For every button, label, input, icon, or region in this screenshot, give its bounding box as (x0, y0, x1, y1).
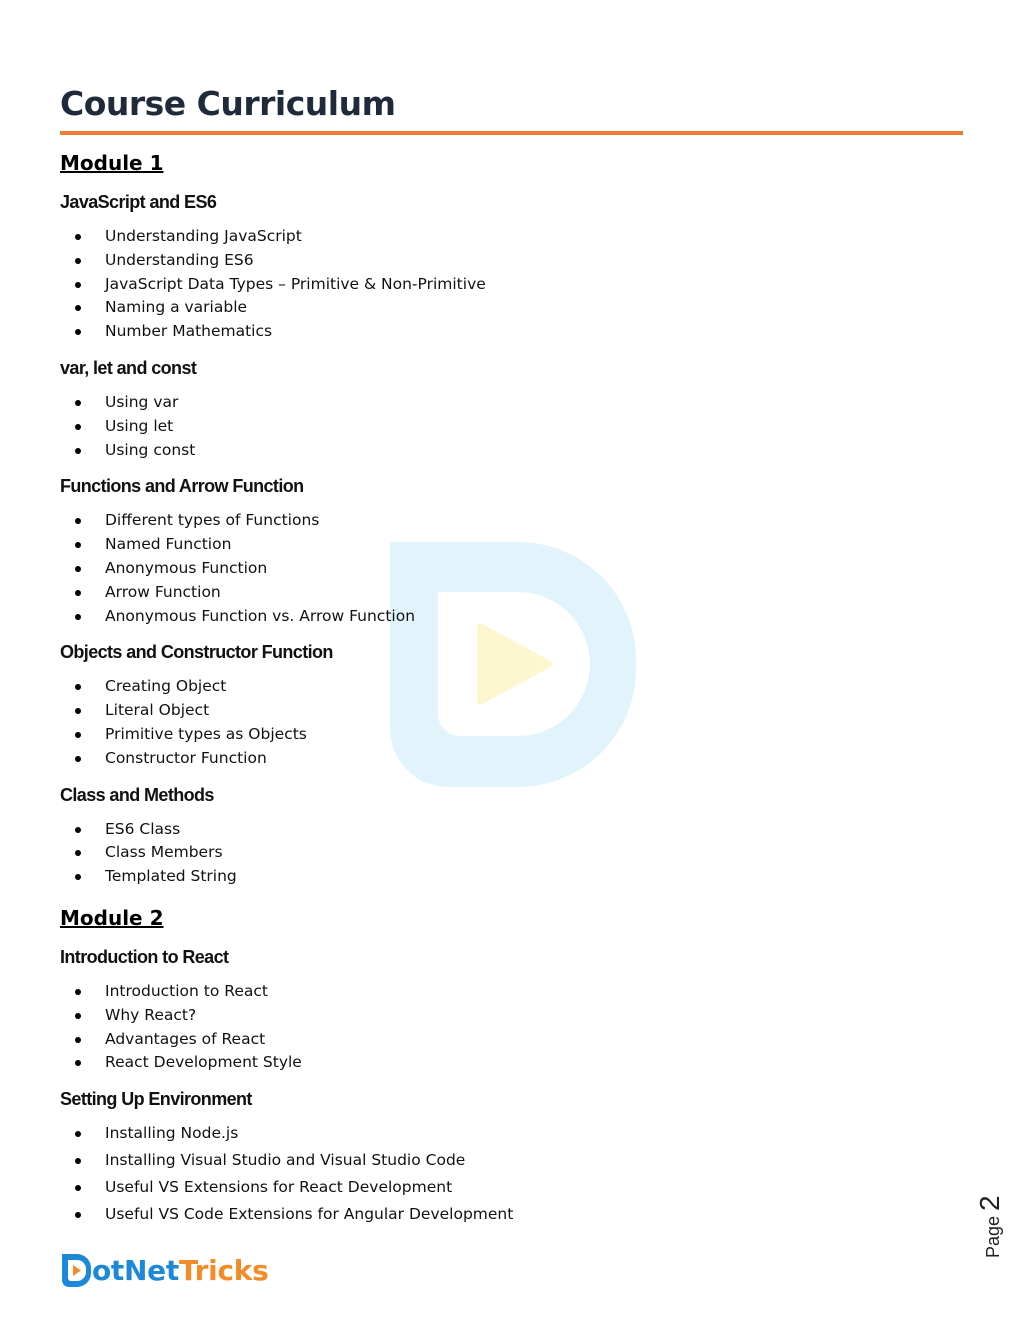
topic-list (60, 1120, 964, 1228)
page-label-text: Page (983, 1215, 1003, 1258)
list-item: Installing Visual Studio and Visual Studio Code (60, 1147, 964, 1174)
topic-heading: Class and Methods (60, 784, 214, 805)
module-heading: Module 2 (60, 905, 164, 930)
list-item: Named Function (60, 533, 964, 557)
list-item: Installing Node.js (60, 1120, 964, 1147)
list-item: Naming a variable (60, 296, 964, 320)
title-divider (60, 131, 963, 135)
list-item: Number Mathematics (60, 320, 964, 344)
list-item: Useful VS Code Extensions for Angular Development (60, 1201, 964, 1228)
topic-list (60, 818, 964, 889)
list-item: Useful VS Extensions for React Development (60, 1174, 964, 1201)
topic-heading: Setting Up Environment (60, 1089, 252, 1110)
topic-heading: Functions and Arrow Function (60, 476, 304, 497)
list-item: Anonymous Function (60, 557, 964, 581)
list-item: Advantages of React (60, 1028, 964, 1052)
page-title: Course Curriculum (60, 84, 396, 123)
list-item: Creating Object (60, 675, 964, 699)
list-item: Constructor Function (60, 747, 964, 771)
topic-heading: Objects and Constructor Function (60, 642, 333, 663)
list-item: Primitive types as Objects (60, 723, 964, 747)
topic-list (60, 675, 964, 770)
topic-list (60, 391, 964, 462)
list-item: Different types of Functions (60, 509, 964, 533)
list-item: Using var (60, 391, 964, 415)
topic-list (60, 980, 964, 1075)
brand-logo (62, 1252, 268, 1288)
list-item: Understanding JavaScript (60, 225, 964, 249)
page-number: 2 (974, 1195, 1005, 1211)
list-item: Using const (60, 439, 964, 463)
list-item: Understanding ES6 (60, 249, 964, 273)
list-item: Using let (60, 415, 964, 439)
document-body (60, 84, 964, 1228)
module-heading: Module 1 (60, 151, 164, 175)
topic-heading: var, let and const (60, 357, 197, 378)
list-item: React Development Style (60, 1051, 964, 1075)
topic-list (60, 225, 964, 344)
list-item: Introduction to React (60, 980, 964, 1004)
logo-text-primary: otNet (92, 1253, 179, 1287)
topic-heading: Introduction to React (60, 946, 229, 967)
topic-list (60, 509, 964, 628)
list-item: Class Members (60, 841, 964, 865)
list-item: Arrow Function (60, 581, 964, 605)
list-item: Templated String (60, 865, 964, 889)
list-item: Anonymous Function vs. Arrow Function (60, 605, 964, 629)
play-d-logo-icon (62, 1254, 91, 1287)
logo-text-secondary: Tricks (178, 1253, 269, 1287)
topic-heading: JavaScript and ES6 (60, 192, 217, 212)
list-item: Literal Object (60, 699, 964, 723)
page-number-label (974, 1195, 1006, 1258)
list-item: Why React? (60, 1004, 964, 1028)
list-item: JavaScript Data Types – Primitive & Non-Primitive (60, 273, 964, 297)
list-item: ES6 Class (60, 818, 964, 842)
